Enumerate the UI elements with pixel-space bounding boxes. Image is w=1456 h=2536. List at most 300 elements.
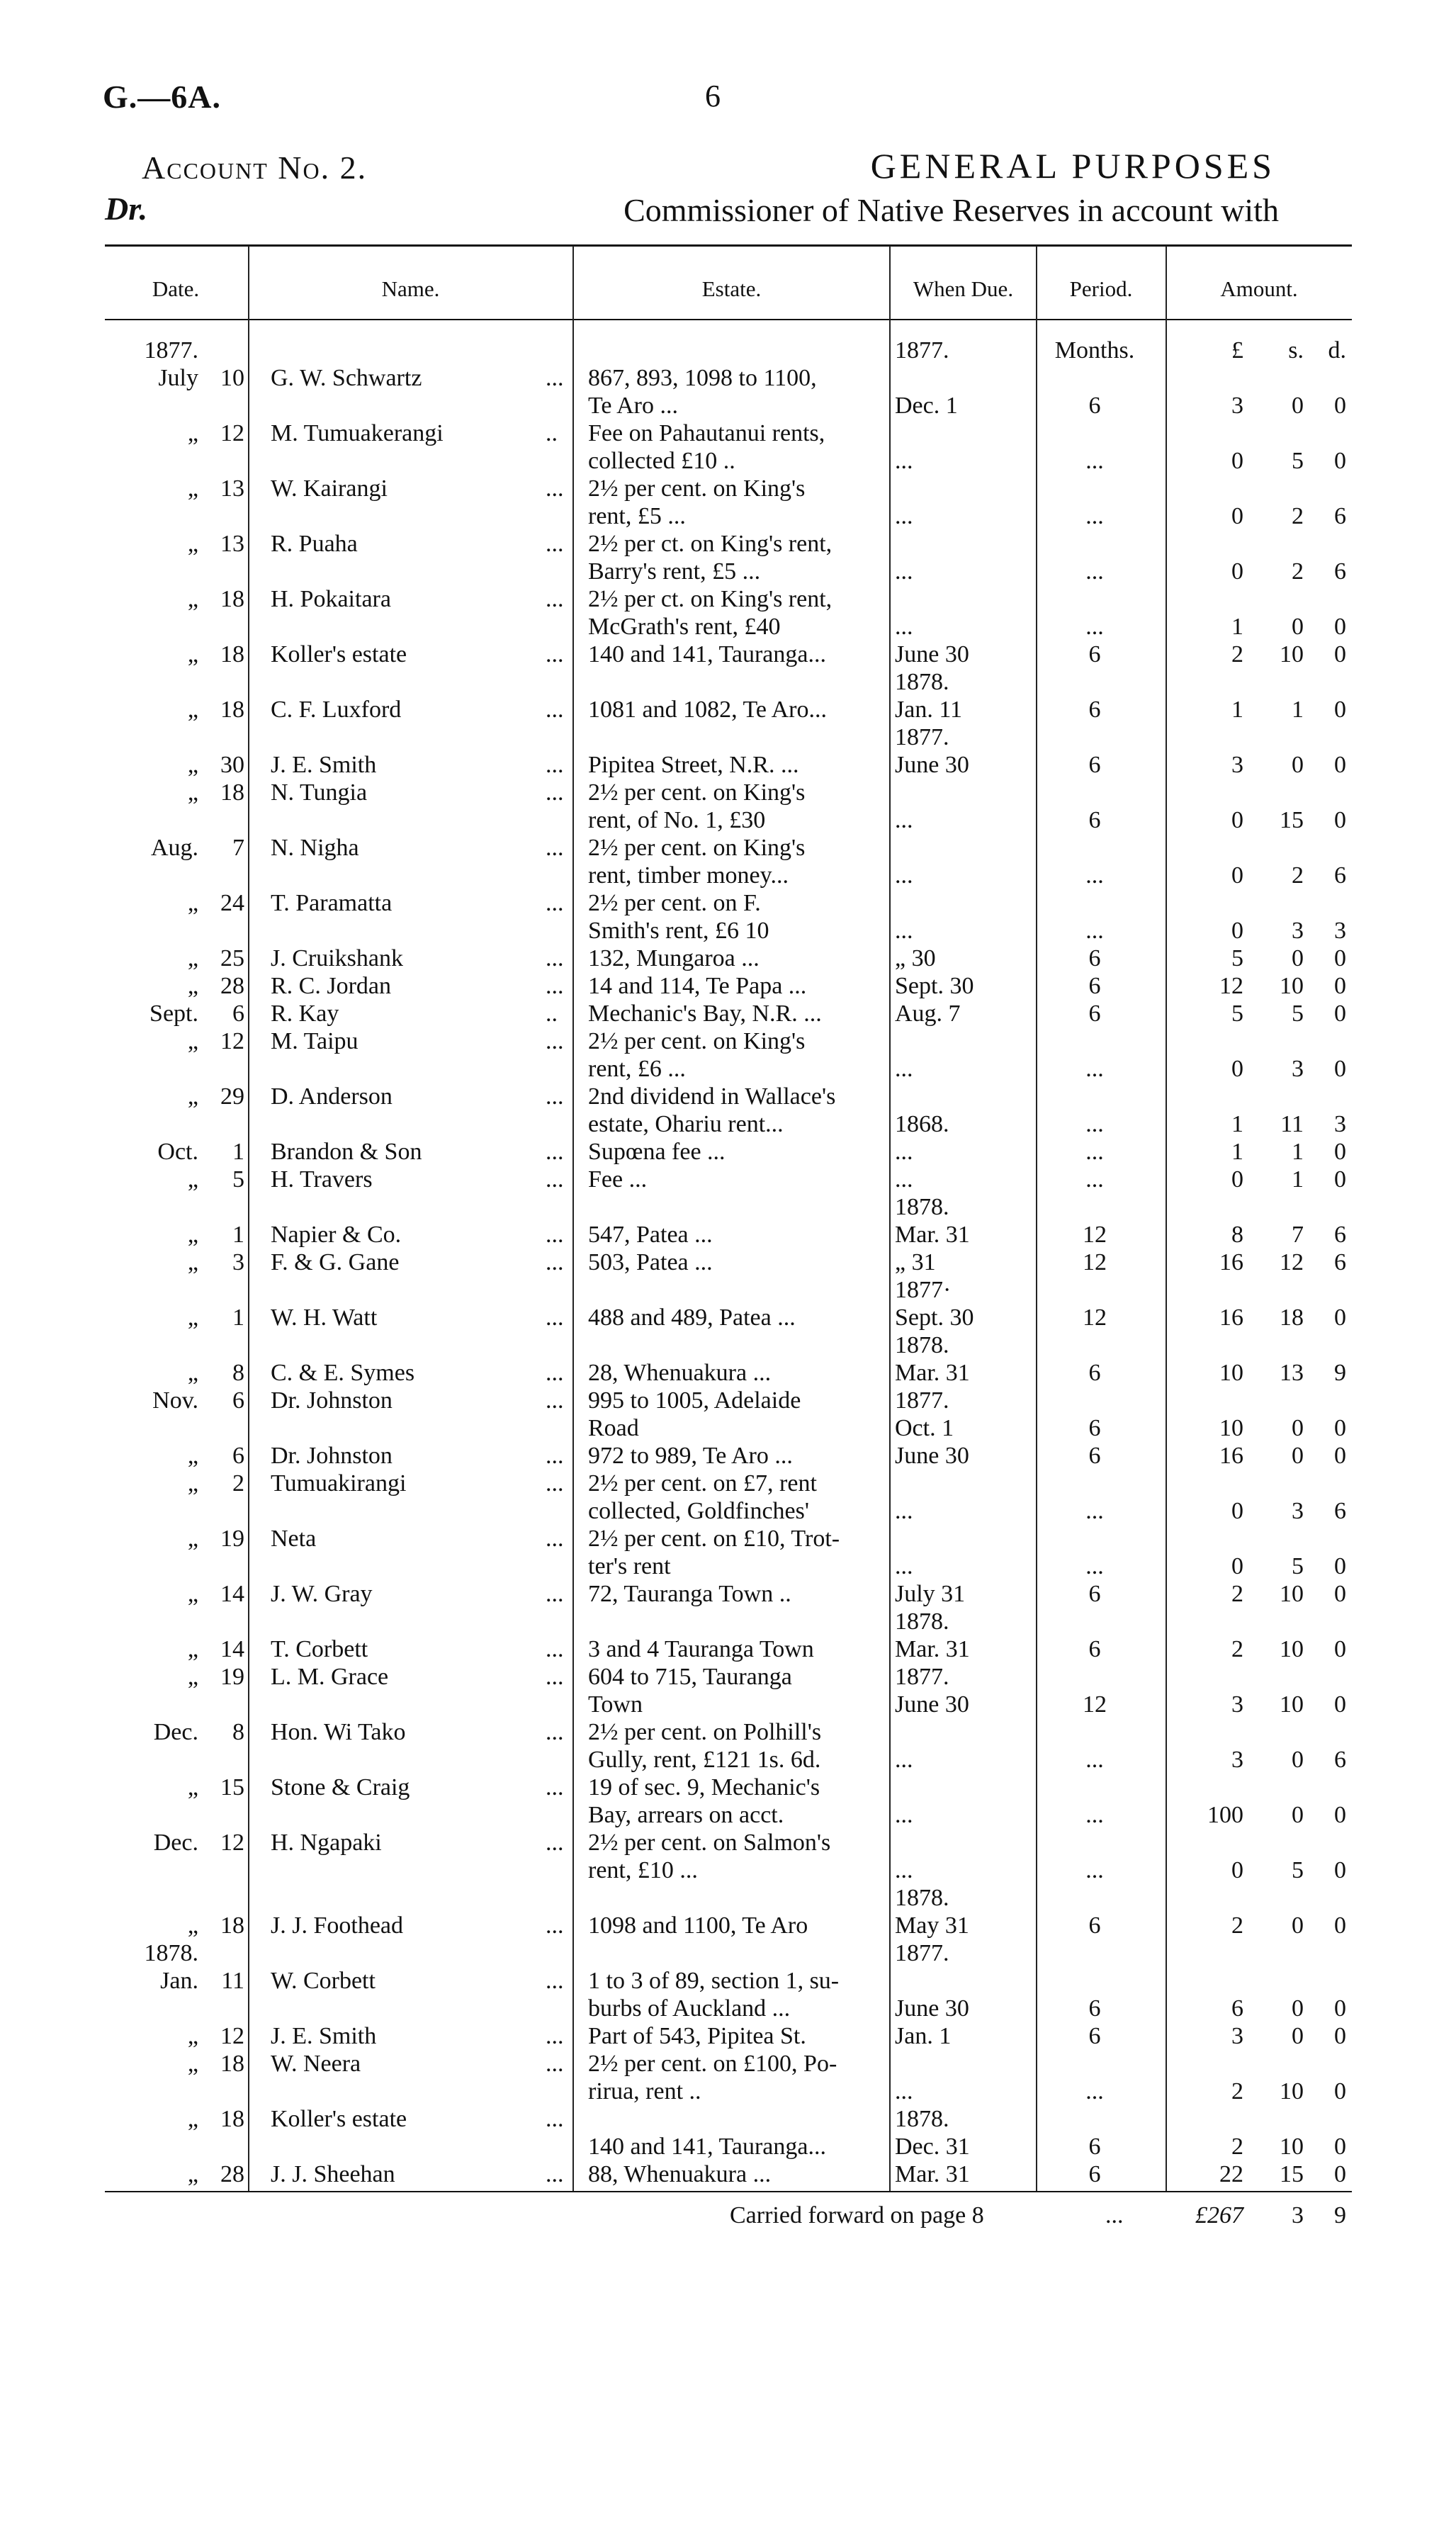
- table-row-line: [0, 1967, 1456, 1995]
- estate-description: 2½ per cent. on F.: [588, 890, 761, 916]
- date-month: „: [187, 1083, 198, 1110]
- amount-pence: 6: [1334, 1747, 1346, 1773]
- amount-pounds: 6: [1231, 1995, 1243, 2022]
- amount-shillings: 5: [1292, 1857, 1304, 1883]
- amount-pounds: 3: [1231, 1691, 1243, 1718]
- table-row-line: [0, 1221, 1456, 1249]
- amount-pounds: 12: [1219, 973, 1243, 999]
- leader-dots: ...: [546, 2106, 564, 2132]
- amount-shillings: 0: [1292, 2023, 1304, 2049]
- when-due: 1878.: [895, 1608, 949, 1635]
- table-row-line: [0, 1055, 1456, 1083]
- table-row-line: [0, 337, 1456, 364]
- table-row-line: [0, 1912, 1456, 1939]
- leader-dots: ...: [546, 1028, 564, 1054]
- when-due: ...: [895, 1056, 913, 1082]
- table-row-line: [0, 972, 1456, 1000]
- when-due: Mar. 31: [895, 1360, 970, 1386]
- total-pounds: £267: [1195, 2202, 1243, 2228]
- estate-description: 2nd dividend in Wallace's: [588, 1083, 836, 1110]
- estate-description: 1081 and 1082, Te Aro...: [588, 697, 827, 723]
- leader-dots: ...: [546, 890, 564, 916]
- amount-pence: 6: [1334, 1222, 1346, 1248]
- table-row: [0, 585, 1456, 641]
- amount-pence: 6: [1334, 1249, 1346, 1275]
- estate-description: 2½ per cent. on £100, Po-: [588, 2051, 837, 2077]
- table-row-line: [0, 1580, 1456, 1608]
- date-month: „: [187, 475, 198, 502]
- payer-name: J. E. Smith: [271, 2023, 377, 2049]
- amount-pence: 0: [1334, 641, 1346, 667]
- amount-shillings: 5: [1292, 1553, 1304, 1579]
- table-row: [0, 1525, 1456, 1580]
- date-day: 12: [220, 1028, 244, 1054]
- amount-pence: 0: [1334, 393, 1346, 419]
- amount-shillings: 3: [1292, 1056, 1304, 1082]
- table-row-line: [0, 1249, 1456, 1276]
- when-due: ...: [895, 1139, 913, 1165]
- estate-description: 14 and 114, Te Papa ...: [588, 973, 807, 999]
- date-month: „: [187, 697, 198, 723]
- date-day: 12: [220, 2023, 244, 2049]
- amount-pence: 0: [1334, 1553, 1346, 1579]
- when-due: Mar. 31: [895, 2161, 970, 2187]
- payer-name: W. Corbett: [271, 1968, 376, 1994]
- amount-pounds: 16: [1219, 1249, 1243, 1275]
- leader-dots: ...: [546, 1304, 564, 1331]
- payer-name: T. Corbett: [271, 1636, 368, 1662]
- table-row-line: [0, 1166, 1456, 1193]
- table-row: [0, 530, 1456, 585]
- leader-dots: ...: [546, 1166, 564, 1193]
- date-day: 18: [220, 641, 244, 667]
- table-row: [0, 1221, 1456, 1249]
- date-day: 30: [220, 752, 244, 778]
- estate-description: 2½ per cent. on Salmon's: [588, 1830, 831, 1856]
- table-row: [0, 1580, 1456, 1635]
- amount-pounds: 16: [1219, 1443, 1243, 1469]
- amount-shillings: 0: [1292, 752, 1304, 778]
- header-bottom-rule: [105, 319, 1352, 320]
- when-due: ...: [895, 918, 913, 944]
- payer-name: J. J. Sheehan: [271, 2161, 395, 2187]
- amount-pounds: 22: [1219, 2161, 1243, 2187]
- payer-name: Neta: [271, 1526, 317, 1552]
- leader-dots: ...: [546, 365, 564, 391]
- when-due: 1878.: [895, 669, 949, 695]
- payer-name: J. J. Foothead: [271, 1912, 403, 1939]
- payer-name: W. Kairangi: [271, 475, 388, 502]
- table-row: [0, 2160, 1456, 2188]
- date-month: Dec.: [153, 1719, 198, 1745]
- table-row: [0, 889, 1456, 945]
- table-row: [0, 1967, 1456, 2022]
- when-due: Mar. 31: [895, 1636, 970, 1662]
- amount-shillings: 5: [1292, 1001, 1304, 1027]
- date-month: Sept.: [149, 1001, 198, 1027]
- estate-description: rent, £10 ...: [588, 1857, 698, 1883]
- debit-label: Dr.: [105, 191, 148, 227]
- account-number: Account No. 2.: [142, 150, 368, 186]
- period: 6: [1088, 2023, 1101, 2049]
- table-row-line: [0, 779, 1456, 806]
- table-row-line: [0, 1856, 1456, 1884]
- estate-description: Part of 543, Pipitea St.: [588, 2023, 806, 2049]
- table-row-line: [0, 1746, 1456, 1774]
- estate-description: burbs of Auckland ...: [588, 1995, 791, 2022]
- table-row: [0, 1635, 1456, 1663]
- when-due: 1877.: [895, 1664, 949, 1690]
- estate-description: 140 and 141, Tauranga...: [588, 641, 826, 667]
- table-row-line: [0, 1027, 1456, 1055]
- amount-shillings: 2: [1292, 862, 1304, 889]
- when-due: ...: [895, 1857, 913, 1883]
- estate-description: 503, Patea ...: [588, 1249, 713, 1275]
- leader-dots: ...: [546, 697, 564, 723]
- column-header-amount: Amount.: [1220, 276, 1298, 301]
- amount-shillings: 18: [1280, 1304, 1304, 1331]
- estate-description: 972 to 989, Te Aro ...: [588, 1443, 793, 1469]
- payer-name: N. Tungia: [271, 779, 368, 806]
- amount-pounds: 0: [1231, 1166, 1243, 1193]
- estate-description: Smith's rent, £6 10: [588, 918, 769, 944]
- report-reference: G.—6A.: [103, 79, 221, 115]
- table-row: [0, 2105, 1456, 2160]
- estate-description: 2½ per cent. on King's: [588, 475, 806, 502]
- table-row: [0, 641, 1456, 696]
- amount-pence: 0: [1334, 1415, 1346, 1441]
- table-row-line: [0, 1884, 1456, 1912]
- table-row-line: [0, 1083, 1456, 1110]
- date-day: 6: [232, 1387, 244, 1414]
- estate-description: 2½ per cent. on King's: [588, 835, 806, 861]
- leader-dots: ...: [546, 1470, 564, 1497]
- amount-shillings: 5: [1292, 448, 1304, 474]
- leader-dots: ...: [546, 945, 564, 971]
- date-day: 14: [220, 1581, 244, 1607]
- when-due: ...: [895, 558, 913, 585]
- amount-pence: 0: [1334, 1001, 1346, 1027]
- estate-description: Barry's rent, £5 ...: [588, 558, 761, 585]
- table-row-line: [0, 447, 1456, 475]
- amount-pence: 3: [1334, 918, 1346, 944]
- column-header-period: Period.: [1069, 276, 1133, 301]
- amount-pence: 0: [1334, 1166, 1346, 1193]
- leader-dots: ...: [546, 1387, 564, 1414]
- when-due: ...: [895, 1498, 913, 1524]
- when-due: 1878.: [895, 2106, 949, 2132]
- estate-description: 604 to 715, Tauranga: [588, 1664, 792, 1690]
- estate-description: Bay, arrears on acct.: [588, 1802, 784, 1828]
- amount-shillings: 0: [1292, 1747, 1304, 1773]
- estate-description: ter's rent: [588, 1553, 671, 1579]
- when-due: Dec. 1: [895, 393, 958, 419]
- table-row-line: [0, 1691, 1456, 1718]
- date-day: 19: [220, 1526, 244, 1552]
- leader-dots: ..: [546, 420, 558, 446]
- leader-dots: ...: [546, 1249, 564, 1275]
- date-day: 1: [232, 1139, 244, 1165]
- period: 6: [1088, 1415, 1101, 1441]
- estate-description: 132, Mungaroa ...: [588, 945, 760, 971]
- estate-description: 1 to 3 of 89, section 1, su-: [588, 1968, 840, 1994]
- amount-pence: 0: [1334, 1139, 1346, 1165]
- column-header-name: Name.: [381, 276, 440, 301]
- when-due: 1877.: [895, 337, 949, 364]
- date-day: 13: [220, 475, 244, 502]
- date-day: 28: [220, 2161, 244, 2187]
- amount-pence: 0: [1334, 807, 1346, 833]
- page-number: 6: [705, 79, 721, 113]
- amount-shillings: 3: [1292, 1498, 1304, 1524]
- estate-description: 2½ per ct. on King's rent,: [588, 586, 833, 612]
- payer-name: Stone & Craig: [271, 1774, 410, 1800]
- estate-description: Pipitea Street, N.R. ...: [588, 752, 799, 778]
- amount-pounds: 5: [1231, 945, 1243, 971]
- payer-name: Dr. Johnston: [271, 1443, 393, 1469]
- amount-pence: 0: [1334, 1691, 1346, 1718]
- estate-description: McGrath's rent, £40: [588, 614, 781, 640]
- date-month: „: [187, 1443, 198, 1469]
- table-row-line: [0, 558, 1456, 585]
- when-due: June 30: [895, 1443, 969, 1469]
- table-row-line: [0, 1497, 1456, 1525]
- total-shillings: 3: [1292, 2202, 1304, 2228]
- estate-description: collected £10 ..: [588, 448, 735, 474]
- table-row: [0, 419, 1456, 475]
- table-row-line: [0, 1552, 1456, 1580]
- column-header-date: Date.: [152, 276, 200, 301]
- estate-description: Road: [588, 1415, 639, 1441]
- table-row: [0, 1249, 1456, 1304]
- table-row-line: [0, 2105, 1456, 2133]
- date-month: „: [187, 1664, 198, 1690]
- table-row-line: [0, 502, 1456, 530]
- amount-pounds: 0: [1231, 918, 1243, 944]
- amount-shillings: 10: [1280, 973, 1304, 999]
- payer-name: H. Travers: [271, 1166, 373, 1193]
- estate-description: estate, Ohariu rent...: [588, 1111, 784, 1137]
- estate-description: 140 and 141, Tauranga...: [588, 2134, 826, 2160]
- amount-shillings: 0: [1292, 1995, 1304, 2022]
- amount-pounds: 3: [1231, 2023, 1243, 2049]
- date-day: 1: [232, 1304, 244, 1331]
- date-month: „: [187, 1304, 198, 1331]
- table-row-line: [0, 1525, 1456, 1552]
- amount-pence: 0: [1334, 1636, 1346, 1662]
- amount-pounds: 5: [1231, 1001, 1243, 1027]
- period: ...: [1085, 503, 1104, 529]
- estate-description: rent, of No. 1, £30: [588, 807, 766, 833]
- carried-forward-label: Carried forward on page 8: [730, 2202, 984, 2228]
- period: 6: [1088, 2161, 1101, 2187]
- amount-pence: 6: [1334, 862, 1346, 889]
- amount-pence: 0: [1334, 1912, 1346, 1939]
- date-month: „: [187, 1526, 198, 1552]
- estate-description: Supœna fee ...: [588, 1139, 726, 1165]
- date-month: „: [187, 2051, 198, 2077]
- amount-pounds: 3: [1231, 1747, 1243, 1773]
- table-row-line: [0, 889, 1456, 917]
- leader-dots: ...: [546, 531, 564, 557]
- amount-pounds: 1: [1231, 1111, 1243, 1137]
- date-month: „: [187, 1166, 198, 1193]
- amount-pence: 6: [1334, 558, 1346, 585]
- estate-description: Fee on Pahautanui rents,: [588, 420, 825, 446]
- estate-description: rirua, rent ..: [588, 2078, 701, 2104]
- table-row-line: [0, 1470, 1456, 1497]
- amount-pounds: 2: [1231, 1912, 1243, 1939]
- table-row: [0, 945, 1456, 972]
- date-day: 8: [232, 1360, 244, 1386]
- amount-shillings: 2: [1292, 558, 1304, 585]
- amount-shillings: 1: [1292, 1166, 1304, 1193]
- period: ...: [1085, 1498, 1104, 1524]
- amount-pence: 6: [1334, 1498, 1346, 1524]
- amount-shillings: 10: [1280, 1581, 1304, 1607]
- date-month: „: [187, 586, 198, 612]
- table-row-line: [0, 1000, 1456, 1027]
- date-day: 18: [220, 779, 244, 806]
- page-subtitle: Commissioner of Native Reserves in account with: [623, 192, 1279, 228]
- when-due: Jan. 11: [895, 697, 963, 723]
- period: 12: [1083, 1304, 1107, 1331]
- when-due: Dec. 31: [895, 2134, 970, 2160]
- amount-shillings: 0: [1292, 393, 1304, 419]
- amount-shillings: s.: [1288, 337, 1304, 364]
- period: 6: [1088, 2134, 1101, 2160]
- table-row-line: [0, 1359, 1456, 1387]
- payer-name: W. Neera: [271, 2051, 361, 2077]
- when-due: „ 31: [895, 1249, 936, 1275]
- estate-description: 2½ per ct. on King's rent,: [588, 531, 833, 557]
- when-due: 1868.: [895, 1111, 949, 1137]
- period: 6: [1088, 1636, 1101, 1662]
- estate-description: 867, 893, 1098 to 1100,: [588, 365, 817, 391]
- table-row-line: [0, 1110, 1456, 1138]
- ledger-rows: [0, 337, 1456, 2188]
- date-month: „: [187, 752, 198, 778]
- table-row: [0, 1442, 1456, 1470]
- date-day: 28: [220, 973, 244, 999]
- date-month: „: [187, 1360, 198, 1386]
- payer-name: H. Ngapaki: [271, 1830, 382, 1856]
- when-due: ...: [895, 807, 913, 833]
- amount-pounds: 2: [1231, 1581, 1243, 1607]
- table-row-line: [0, 1939, 1456, 1967]
- payer-name: J. Cruikshank: [271, 945, 403, 971]
- table-row-line: [0, 2160, 1456, 2188]
- amount-pence: 0: [1334, 2078, 1346, 2104]
- leader-dots: ...: [546, 1912, 564, 1939]
- payer-name: J. E. Smith: [271, 752, 377, 778]
- when-due: June 30: [895, 641, 969, 667]
- payer-name: R. Kay: [271, 1001, 339, 1027]
- leader-dots: ...: [546, 475, 564, 502]
- table-row-line: [0, 1276, 1456, 1304]
- payer-name: W. H. Watt: [271, 1304, 378, 1331]
- amount-shillings: 10: [1280, 2134, 1304, 2160]
- table-row: [0, 364, 1456, 419]
- date-month: Dec.: [153, 1830, 198, 1856]
- amount-pence: 0: [1334, 2161, 1346, 2187]
- leader-dots: ...: [546, 1719, 564, 1745]
- amount-pence: 0: [1334, 1857, 1346, 1883]
- amount-pence: 0: [1334, 752, 1346, 778]
- amount-pence: 0: [1334, 973, 1346, 999]
- date-day: 6: [232, 1001, 244, 1027]
- amount-pence: 0: [1334, 448, 1346, 474]
- date-month: „: [187, 2023, 198, 2049]
- period: ...: [1085, 1111, 1104, 1137]
- table-row-line: [0, 1718, 1456, 1746]
- date-day: 15: [220, 1774, 244, 1800]
- leader-dots: ...: [546, 1581, 564, 1607]
- period: 6: [1088, 1360, 1101, 1386]
- amount-shillings: 0: [1292, 614, 1304, 640]
- amount-pence: 0: [1334, 1802, 1346, 1828]
- period: 6: [1088, 1912, 1101, 1939]
- table-row-line: [0, 2078, 1456, 2105]
- amount-pence: 0: [1334, 1995, 1346, 2022]
- period: 12: [1083, 1249, 1107, 1275]
- payer-name: J. W. Gray: [271, 1581, 373, 1607]
- date-day: 19: [220, 1664, 244, 1690]
- leader-dots: ...: [546, 1968, 564, 1994]
- table-row-line: [0, 613, 1456, 641]
- when-due: 1877·: [895, 1277, 952, 1303]
- amount-pounds: 0: [1231, 448, 1243, 474]
- period: ...: [1085, 558, 1104, 585]
- payer-name: C. & E. Symes: [271, 1360, 415, 1386]
- period: 6: [1088, 393, 1101, 419]
- leader-dots: ...: [546, 1360, 564, 1386]
- payer-name: R. Puaha: [271, 531, 358, 557]
- payer-name: Koller's estate: [271, 641, 407, 667]
- amount-pounds: 3: [1231, 752, 1243, 778]
- date-day: 11: [221, 1968, 244, 1994]
- amount-pounds: 0: [1231, 503, 1243, 529]
- period: 6: [1088, 945, 1101, 971]
- when-due: ...: [895, 2078, 913, 2104]
- period: 6: [1088, 1581, 1101, 1607]
- when-due: June 30: [895, 1691, 969, 1718]
- estate-description: Te Aro ...: [588, 393, 678, 419]
- amount-pounds: 0: [1231, 1857, 1243, 1883]
- period: ...: [1085, 614, 1104, 640]
- table-row: [0, 779, 1456, 834]
- payer-name: Tumuakirangi: [271, 1470, 407, 1497]
- when-due: ...: [895, 862, 913, 889]
- period: Months.: [1054, 337, 1135, 364]
- date-month: Jan.: [160, 1968, 198, 1994]
- when-due: 1877.: [895, 724, 949, 750]
- table-row-line: [0, 917, 1456, 945]
- leader-dots: ..: [546, 1001, 558, 1027]
- date-day: 18: [220, 2051, 244, 2077]
- table-row-line: [0, 1635, 1456, 1663]
- leader-dots: ...: [546, 835, 564, 861]
- table-row-line: [0, 585, 1456, 613]
- amount-pence: 0: [1334, 697, 1346, 723]
- period: ...: [1085, 1802, 1104, 1828]
- period: ...: [1085, 1139, 1104, 1165]
- amount-pounds: 0: [1231, 558, 1243, 585]
- table-row: [0, 1138, 1456, 1166]
- amount-shillings: 10: [1280, 2078, 1304, 2104]
- date-day: 13: [220, 531, 244, 557]
- date-month: „: [187, 1249, 198, 1275]
